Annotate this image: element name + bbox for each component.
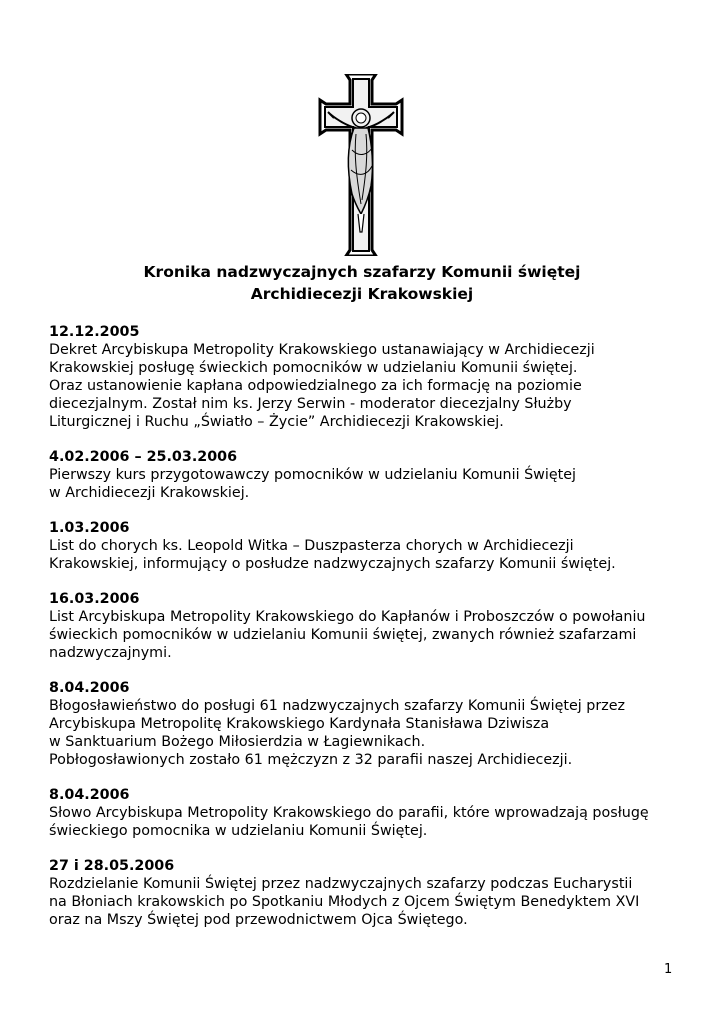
document-title	[0, 261, 724, 305]
chronicle-entry	[49, 679, 699, 769]
entry-text-line: diecezjalnym. Został nim ks. Jerzy Serwin - moderator diecezjalny Służby	[49, 396, 572, 412]
entry-text-line: List Arcybiskupa Metropolity Krakowskiego do Kapłanów i Proboszczów o powołaniu	[49, 609, 646, 625]
cross-crucifix-icon	[316, 74, 406, 256]
entry-text-line: Pobłogosławionych zostało 61 mężczyzn z 32 parafii naszej Archidiecezji.	[49, 752, 573, 768]
chronicle-entry	[49, 448, 699, 502]
chronicle-entries	[49, 323, 699, 946]
chronicle-entry	[49, 519, 699, 573]
entry-text-line: Krakowskiej, informujący o posłudze nadzwyczajnych szafarzy Komunii świętej.	[49, 556, 616, 572]
entry-text-line: świeckiego pomocnika w udzielaniu Komunii Świętej.	[49, 823, 428, 839]
entry-text-line: Krakowskiej posługę świeckich pomocników w udzielaniu Komunii świętej.	[49, 360, 578, 376]
entry-date: 12.12.2005	[49, 324, 140, 340]
title-line-2: Archidiecezji Krakowskiej	[250, 285, 474, 303]
chronicle-entry	[49, 786, 699, 840]
entry-date: 16.03.2006	[49, 591, 140, 607]
entry-text-line: Oraz ustanowienie kapłana odpowiedzialnego za ich formację na poziomie	[49, 378, 582, 394]
entry-date: 8.04.2006	[49, 680, 130, 696]
entry-date: 8.04.2006	[49, 787, 130, 803]
entry-text-line: Rozdzielanie Komunii Świętej przez nadzwyczajnych szafarzy podczas Eucharystii	[49, 876, 633, 892]
entry-date: 4.02.2006 – 25.03.2006	[49, 449, 238, 465]
entry-text-line: świeckich pomocników w udzielaniu Komunii świętej, zwanych również szafarzami	[49, 627, 637, 643]
entry-text-line: Pierwszy kurs przygotowawczy pomocników w udzielaniu Komunii Świętej	[49, 467, 577, 483]
chronicle-entry	[49, 323, 699, 431]
entry-text-line: Dekret Arcybiskupa Metropolity Krakowskiego ustanawiający w Archidiecezji	[49, 342, 595, 358]
entry-text-line: List do chorych ks. Leopold Witka – Duszpasterza chorych w Archidiecezji	[49, 538, 574, 554]
entry-text-line: nadzwyczajnymi.	[49, 645, 172, 661]
title-line-1: Kronika nadzwyczajnych szafarzy Komunii świętej	[143, 263, 581, 281]
entry-text-line: w Archidiecezji Krakowskiej.	[49, 485, 250, 501]
entry-text-line: Liturgicznej i Ruchu „Światło – Życie” Archidiecezji Krakowskiej.	[49, 414, 504, 430]
entry-text-line: na Błoniach krakowskich po Spotkaniu Młodych z Ojcem Świętym Benedyktem XVI	[49, 894, 640, 910]
entry-text-line: w Sanktuarium Bożego Miłosierdzia w Łagiewnikach.	[49, 734, 426, 750]
entry-date: 1.03.2006	[49, 520, 130, 536]
chronicle-entry	[49, 857, 699, 929]
chronicle-entry	[49, 590, 699, 662]
entry-text-line: Arcybiskupa Metropolitę Krakowskiego Kardynała Stanisława Dziwisza	[49, 716, 550, 732]
entry-text-line: Błogosławieństwo do posługi 61 nadzwyczajnych szafarzy Komunii Świętej przez	[49, 698, 626, 714]
page-number: 1	[664, 962, 673, 977]
entry-text-line: Słowo Arcybiskupa Metropolity Krakowskiego do parafii, które wprowadzają posługę	[49, 805, 649, 821]
entry-date: 27 i 28.05.2006	[49, 858, 175, 874]
entry-text-line: oraz na Mszy Świętej pod przewodnictwem Ojca Świętego.	[49, 912, 468, 928]
